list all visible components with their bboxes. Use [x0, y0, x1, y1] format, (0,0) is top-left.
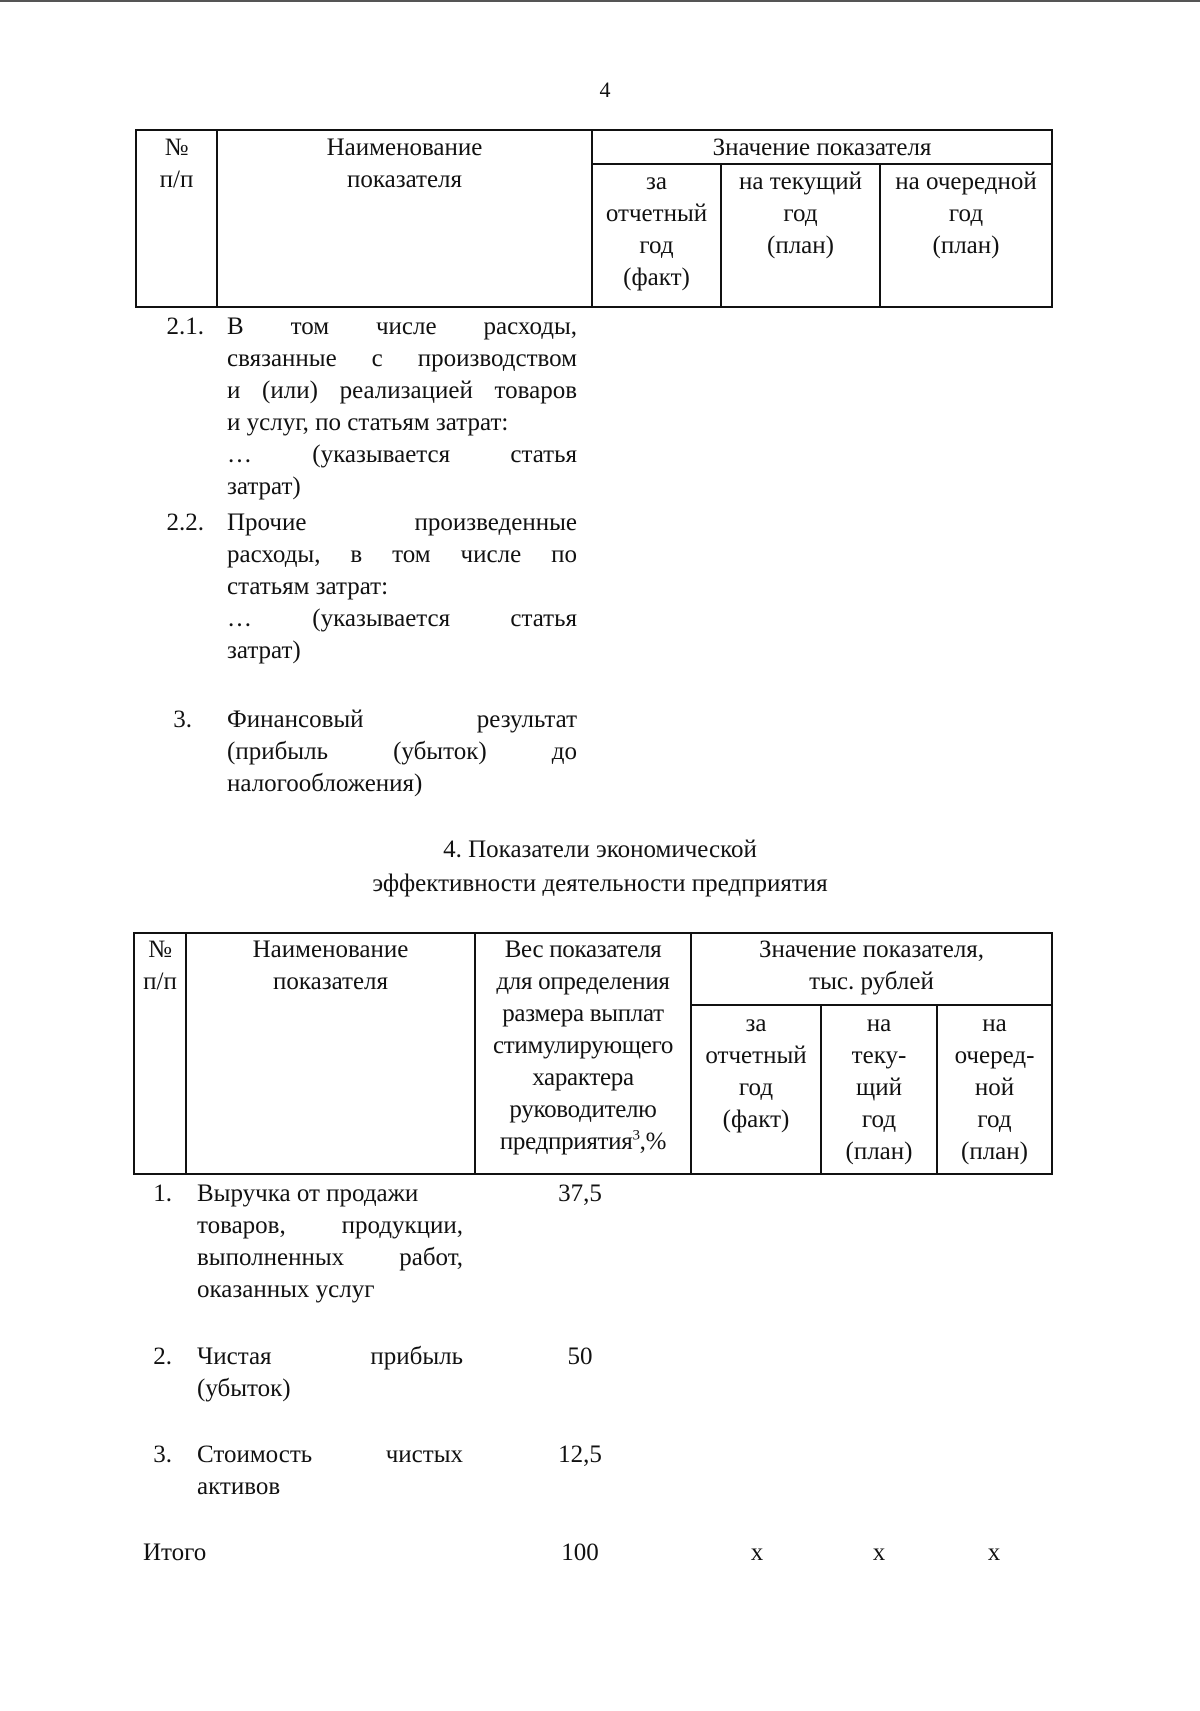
- table2-row-weight: 37,5: [558, 1180, 602, 1207]
- footnote-ref: 3: [632, 1127, 640, 1144]
- table1-row-label: Прочие произведенные расходы, в том числе по статьям затрат: … (указывается статья затрат): [227, 509, 577, 664]
- table1-row-number: 2.1.: [166, 313, 204, 340]
- page-top-edge: [0, 0, 1200, 2]
- table2-border-group: [690, 1004, 1053, 1006]
- table1-col-value-group: Значение показателя: [712, 134, 932, 161]
- table2-col-weight-header: Вес показателя для определения размера выплат стимулирующего характера руководителю предприятия$^3$,%: [492, 936, 674, 1155]
- total-label: Итого: [143, 1539, 207, 1566]
- table2-row-number: 3.: [153, 1441, 172, 1468]
- table2-border-bottom: [133, 1173, 1053, 1175]
- table2-col-name-header: Наименование показателя: [252, 936, 409, 995]
- table2-row-number: 1.: [153, 1180, 172, 1207]
- table2-row-number: 2.: [153, 1343, 172, 1370]
- table2-col-num-header: № п/п: [143, 936, 177, 995]
- table2-row-label: Стоимость чистых активов: [197, 1441, 463, 1500]
- table1-row-label: Финансовый результат (прибыль (убыток) до налогообложения): [227, 706, 577, 797]
- section-title: 4. Показатели экономической эффективности деятельности предприятия: [372, 836, 828, 897]
- total-next: х: [987, 1539, 1001, 1566]
- table2-row-weight: 50: [567, 1343, 593, 1370]
- table2-col-next: на очеред- ной год (план): [954, 1010, 1035, 1165]
- table2-col-fact: за отчетный год (факт): [705, 1010, 807, 1133]
- table1-col-num-header: № п/п: [159, 134, 194, 193]
- table1-row-number: 3.: [173, 706, 192, 733]
- total-current: х: [872, 1539, 886, 1566]
- page-number: 4: [599, 77, 611, 102]
- total-fact: х: [750, 1539, 764, 1566]
- total-weight: 100: [561, 1539, 599, 1566]
- table2-row-label: Выручка от продажи товаров, продукции, выполненных работ, оказанных услуг: [197, 1180, 463, 1303]
- table2-col-value-group: Значение показателя, тыс. рублей: [758, 936, 985, 995]
- table1-col-name-header: Наименование показателя: [326, 134, 483, 193]
- table1-row-number: 2.2.: [166, 509, 204, 536]
- table1-col-fact: за отчетный год (факт): [605, 168, 708, 291]
- table1-border-bottom: [135, 306, 1053, 308]
- table1-border-top: [135, 129, 1053, 131]
- table2-col-current: на теку- щий год (план): [845, 1010, 913, 1165]
- table2-row-label: Чистая прибыль (убыток): [197, 1343, 463, 1402]
- table1-border-right: [1051, 129, 1053, 308]
- table1-col-current: на текущий год (план): [738, 168, 863, 259]
- table1-row-label: В том числе расходы, связанные с производством и (или) реализацией товаров и услуг, по статьям затрат: … (указывается статья затрат): [227, 313, 577, 500]
- table1-col-next: на очередной год (план): [895, 168, 1037, 259]
- table2-row-weight: 12,5: [558, 1441, 602, 1468]
- table2-border-right: [1051, 932, 1053, 1175]
